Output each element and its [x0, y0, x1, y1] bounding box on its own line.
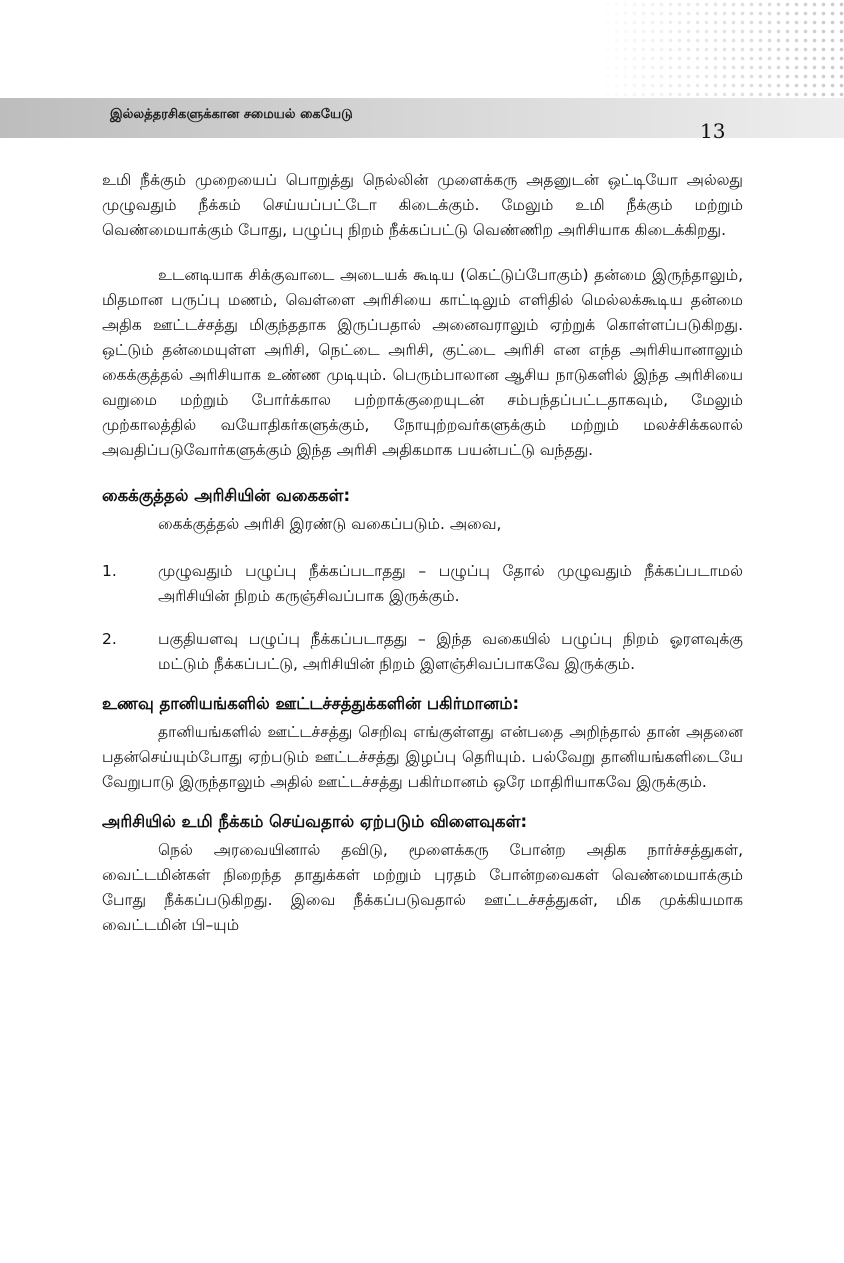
- page-number: 13: [700, 119, 726, 143]
- list-number: 1.: [102, 562, 117, 580]
- paragraph-husk-effects: நெல் அரவையினால் தவிடு, மூளைக்கரு போன்ற அதிக நார்ச்சத்துகள், வைட்டமின்கள் நிறைந்த தாதுக்கள் மற்றும் புரதம் போன்றவைகள் வெண்மையாக்கும் போது நீக்கப்படுகிறது. இவை நீக்கப்படுவதால் ஊட்டச்சத்துகள், மிக முக்கியமாக வைட்டமின் பி–யும்: [102, 841, 743, 934]
- list-text: பகுதியளவு பழுப்பு நீக்கப்படாதது – இந்த வகையில் பழுப்பு நிறம் ஓரளவுக்கு மட்டும் நீக்கப்பட்டு, அரிசியின் நிறம் இளஞ்சிவப்பாகவே இருக்கும்.: [158, 630, 743, 673]
- types-intro: கைக்குத்தல் அரிசி இரண்டு வகைப்படும். அவை,: [158, 515, 502, 533]
- paragraph-brown-rice-properties: உடனடியாக சிக்குவாடை அடையக் கூடிய (கெட்டுப்போகும்) தன்மை இருந்தாலும், மிதமான பருப்பு மணம், வெள்ளை அரிசியை காட்டிலும் எளிதில் மெல்லக்கூடிய தன்மை அதிக ஊட்டச்சத்து மிகுந்ததாக இருப்பதால் அனைவராலும் ஏற்றுக் கொள்ளப்படுகிறது. ஒட்டும் தன்மையுள்ள அரிசி, நெட்டை அரிசி, குட்டை அரிசி என எந்த அரிசியானாலும் கைக்குத்தல் அரிசியாக உண்ண முடியும். பெரும்பாலான ஆசிய நாடுகளில் இந்த அரிசியை வறுமை மற்றும் போர்க்கால பற்றாக்குறையுடன் சம்பந்தப்பட்டதாகவும், மேலும் முற்காலத்தில் வயோதிகர்களுக்கும், நோயுற்றவர்களுக்கும் மற்றும் மலச்சிக்கலால் அவதிப்படுவோர்களுக்கும் இந்த அரிசி அதிகமாக பயன்பட்டு வந்தது.: [102, 266, 743, 459]
- list-item: [102, 559, 743, 609]
- decorative-dot-pattern: [594, 0, 844, 100]
- list-number: 2.: [102, 630, 117, 648]
- paragraph-nutrient-distribution: தானியங்களில் ஊட்டச்சத்து செறிவு எங்குள்ளது என்பதை அறிந்தால் தான் அதனை பதன்செய்யும்போது ஏற்படும் ஊட்டச்சத்து இழப்பு தெரியும். பல்வேறு தானியங்களிடையே வேறுபாடு இருந்தாலும் அதில் ஊட்டச்சத்து பகிர்மானம் ஒரே மாதிரியாகவே இருக்கும்.: [102, 723, 743, 791]
- section-heading-husk-effects: அரிசியில் உமி நீக்கம் செய்வதால் ஏற்படும் விளைவுகள்:: [102, 812, 528, 831]
- page-body: [102, 168, 743, 958]
- running-header-title: இல்லத்தரசிகளுக்கான சமையல் கையேடு: [110, 107, 353, 122]
- section-heading-types: கைக்குத்தல் அரிசியின் வகைகள்:: [102, 486, 351, 505]
- paragraph-husk-removal: உமி நீக்கும் முறையைப் பொறுத்து நெல்லின் முளைக்கரு அதனுடன் ஒட்டியோ அல்லது முழுவதும் நீக்கம் செய்யப்பட்டோ கிடைக்கும். மேலும் உமி நீக்கும் மற்றும் வெண்மையாக்கும் போது, பழுப்பு நிறம் நீக்கப்பட்டு வெண்ணிற அரிசியாக கிடைக்கிறது.: [102, 171, 743, 239]
- list-text: முழுவதும் பழுப்பு நீக்கப்படாதது – பழுப்பு தோல் முழுவதும் நீக்கப்படாமல் அரிசியின் நிறம் கருஞ்சிவப்பாக இருக்கும்.: [158, 562, 743, 605]
- section-heading-nutrient-distribution: உணவு தானியங்களில் ஊட்டச்சத்துக்களின் பகிர்மானம்:: [102, 694, 520, 713]
- list-item: [102, 627, 743, 677]
